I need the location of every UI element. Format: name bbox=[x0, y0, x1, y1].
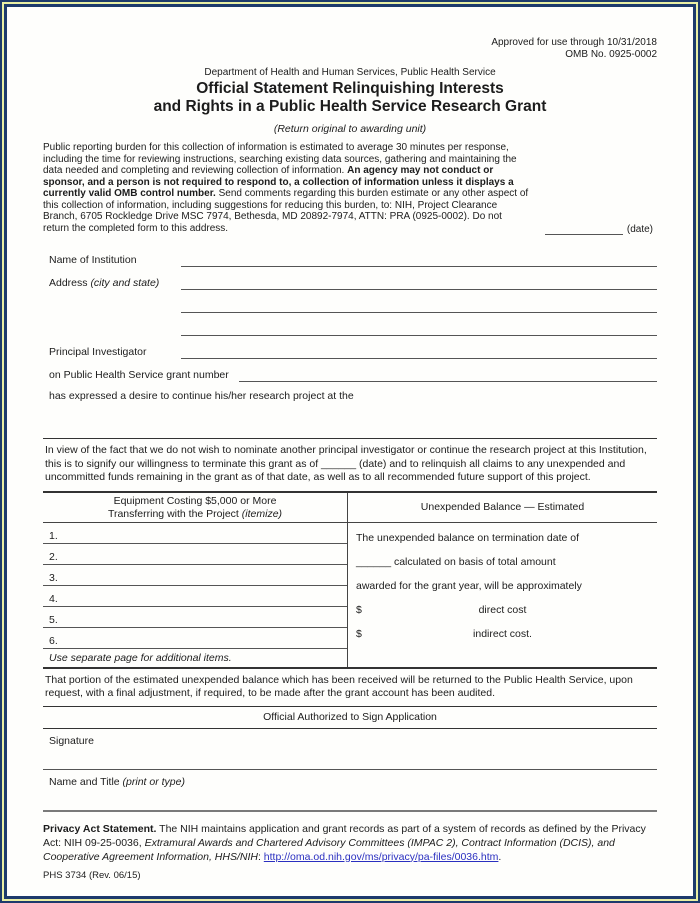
privacy-section-divider bbox=[43, 810, 657, 812]
equipment-column bbox=[43, 493, 348, 667]
return-funds-paragraph: That portion of the estimated unexpended balance which has been received will be returned to the Public Health Service, upon request, with a final adjustment, if required, to be made after the grant account has been audited. bbox=[45, 673, 633, 700]
equipment-header-note: (itemize) bbox=[241, 507, 283, 520]
address-input-line-3[interactable] bbox=[181, 313, 657, 336]
indirect-cost-row bbox=[348, 628, 657, 640]
omb-approval-block bbox=[43, 37, 657, 60]
privacy-link[interactable]: http://oma.od.nih.gov/ms/privacy/pa-files/0036.htm bbox=[263, 850, 499, 863]
form-title-line1: Official Statement Relinquishing Interests bbox=[196, 80, 504, 97]
section-divider-3 bbox=[43, 728, 657, 729]
form-title-line2: and Rights in a Public Health Service Research Grant bbox=[153, 97, 547, 115]
item-number-6: 6. bbox=[49, 634, 58, 647]
address-label-text: Address bbox=[49, 277, 91, 289]
equipment-balance-table bbox=[43, 491, 657, 669]
agency-name: Department of Health and Human Services, Public Health Service bbox=[204, 67, 496, 78]
burden-statement-section bbox=[43, 142, 657, 234]
equipment-header-line1: Equipment Costing $5,000 or More bbox=[113, 494, 277, 507]
grant-number-label: on Public Health Service grant number bbox=[49, 369, 229, 381]
equipment-item-row-6[interactable] bbox=[43, 628, 347, 649]
address-label-spacer-1 bbox=[43, 312, 181, 313]
date-input-line[interactable] bbox=[545, 224, 623, 235]
privacy-lead: Privacy Act Statement. bbox=[43, 822, 157, 835]
omb-number: OMB No. 0925-0002 bbox=[565, 48, 657, 60]
equipment-item-row-5[interactable] bbox=[43, 607, 347, 628]
address-label bbox=[43, 277, 181, 290]
institution-fields-section bbox=[43, 244, 657, 405]
address-field-row-3 bbox=[43, 313, 657, 336]
address-field-row bbox=[43, 267, 657, 290]
direct-cost-dollar-sign: $ bbox=[356, 603, 362, 616]
balance-column-header: Unexpended Balance — Estimated bbox=[348, 493, 657, 523]
document-frame-accent bbox=[2, 2, 698, 901]
principal-investigator-field-row bbox=[43, 336, 657, 359]
name-title-label-note: (print or type) bbox=[122, 775, 185, 788]
direct-cost-row bbox=[348, 604, 657, 616]
equipment-item-row-3[interactable] bbox=[43, 565, 347, 586]
form-title bbox=[43, 80, 657, 115]
institution-label: Name of Institution bbox=[49, 254, 137, 266]
approval-expiration: Approved for use through 10/31/2018 bbox=[491, 37, 657, 48]
signature-label: Signature bbox=[49, 734, 94, 747]
privacy-text-2: : bbox=[257, 850, 264, 863]
signature-input-line[interactable] bbox=[43, 769, 657, 770]
unexpended-balance-column bbox=[348, 493, 657, 667]
privacy-text-3: . bbox=[498, 850, 502, 863]
institution-input-line[interactable] bbox=[181, 244, 657, 267]
equipment-item-row-4[interactable] bbox=[43, 586, 347, 607]
form-page bbox=[4, 4, 696, 899]
item-number-1: 1. bbox=[49, 529, 58, 542]
date-field-row bbox=[545, 224, 653, 235]
grant-number-input-line[interactable] bbox=[239, 359, 657, 382]
grant-number-field-row bbox=[43, 359, 657, 382]
name-title-label bbox=[49, 776, 657, 788]
indirect-cost-label: indirect cost. bbox=[473, 627, 532, 640]
address-label-spacer-2 bbox=[43, 335, 181, 336]
equipment-item-row-1[interactable] bbox=[43, 523, 347, 544]
institution-field-row bbox=[43, 244, 657, 267]
date-field-label: (date) bbox=[626, 224, 653, 235]
balance-text-line-1: The unexpended balance on termination date of bbox=[356, 531, 579, 544]
continuation-statement: has expressed a desire to continue his/her research project at the bbox=[49, 390, 354, 402]
item-number-3: 3. bbox=[49, 571, 58, 584]
balance-text-line-2: ______ calculated on basis of total amount bbox=[356, 555, 556, 568]
address-label-note: (city and state) bbox=[90, 277, 160, 289]
balance-text-line-3: awarded for the grant year, will be approximately bbox=[356, 579, 582, 592]
equipment-header-line2: Transferring with the Project bbox=[107, 507, 242, 520]
section-divider-1 bbox=[43, 438, 657, 439]
burden-text-bold: An agency may not conduct or sponsor, and a person is not required to respond to, a collection of information unless it displays a currently valid OMB control number. bbox=[43, 165, 514, 199]
privacy-text-1: The NIH maintains application and grant records as part of a system of records as defined by the Privacy Act: NIH 09-25-0036, bbox=[43, 822, 646, 849]
burden-text-start: Public reporting burden for this collection of information is estimated to average 30 minutes per response, including the time for reviewing instructions, searching existing data sources, gathering and maintaining the data needed and completing and reviewing collection of information. bbox=[43, 142, 517, 176]
address-input-line-2[interactable] bbox=[181, 290, 657, 313]
equipment-item-row-2[interactable] bbox=[43, 544, 347, 565]
item-number-5: 5. bbox=[49, 613, 58, 626]
indirect-cost-dollar-sign: $ bbox=[356, 627, 362, 640]
principal-investigator-input-line[interactable] bbox=[181, 336, 657, 359]
name-title-label-text: Name and Title bbox=[49, 775, 123, 788]
address-input-line-1[interactable] bbox=[181, 267, 657, 290]
equipment-column-header bbox=[43, 493, 347, 523]
termination-paragraph: In view of the fact that we do not wish to nominate another principal investigator or continue the research project at this Institution, this is to signify our willingness to terminate this grant as of ______ (date) and to relinquish all claims to any unexpended and uncommitted funds remaining in the grant as of that date, as well as to all recommended future support of this project. bbox=[45, 444, 647, 484]
item-number-2: 2. bbox=[49, 550, 58, 563]
principal-investigator-label: Principal Investigator bbox=[49, 346, 147, 358]
form-number: PHS 3734 (Rev. 06/15) bbox=[43, 870, 141, 882]
direct-cost-label: direct cost bbox=[478, 603, 527, 616]
privacy-act-statement bbox=[43, 823, 657, 864]
item-number-4: 4. bbox=[49, 592, 58, 605]
address-field-row-2 bbox=[43, 290, 657, 313]
burden-text-end: Send comments regarding this burden estimate or any other aspect of this collection of information, including suggestions for reducing this burden, to: NIH, Project Clearance Branch, 6705 Rockledge Drive MSC 7974, Bethesda, MD 20892-7974, ATTN: PRA (0925-0002). Do not return the completed form to this address. bbox=[43, 188, 529, 234]
equipment-footnote: Use separate page for additional items. bbox=[49, 651, 232, 664]
signing-section-header: Official Authorized to Sign Application bbox=[263, 710, 437, 723]
privacy-italic-citation: Extramural Awards and Chartered Advisory Committees (IMPAC 2), Contract Information (DCIS), and Cooperative Agreement Information, HHS/NIH bbox=[43, 836, 615, 863]
burden-statement bbox=[43, 142, 530, 234]
return-instruction: (Return original to awarding unit) bbox=[273, 123, 427, 135]
